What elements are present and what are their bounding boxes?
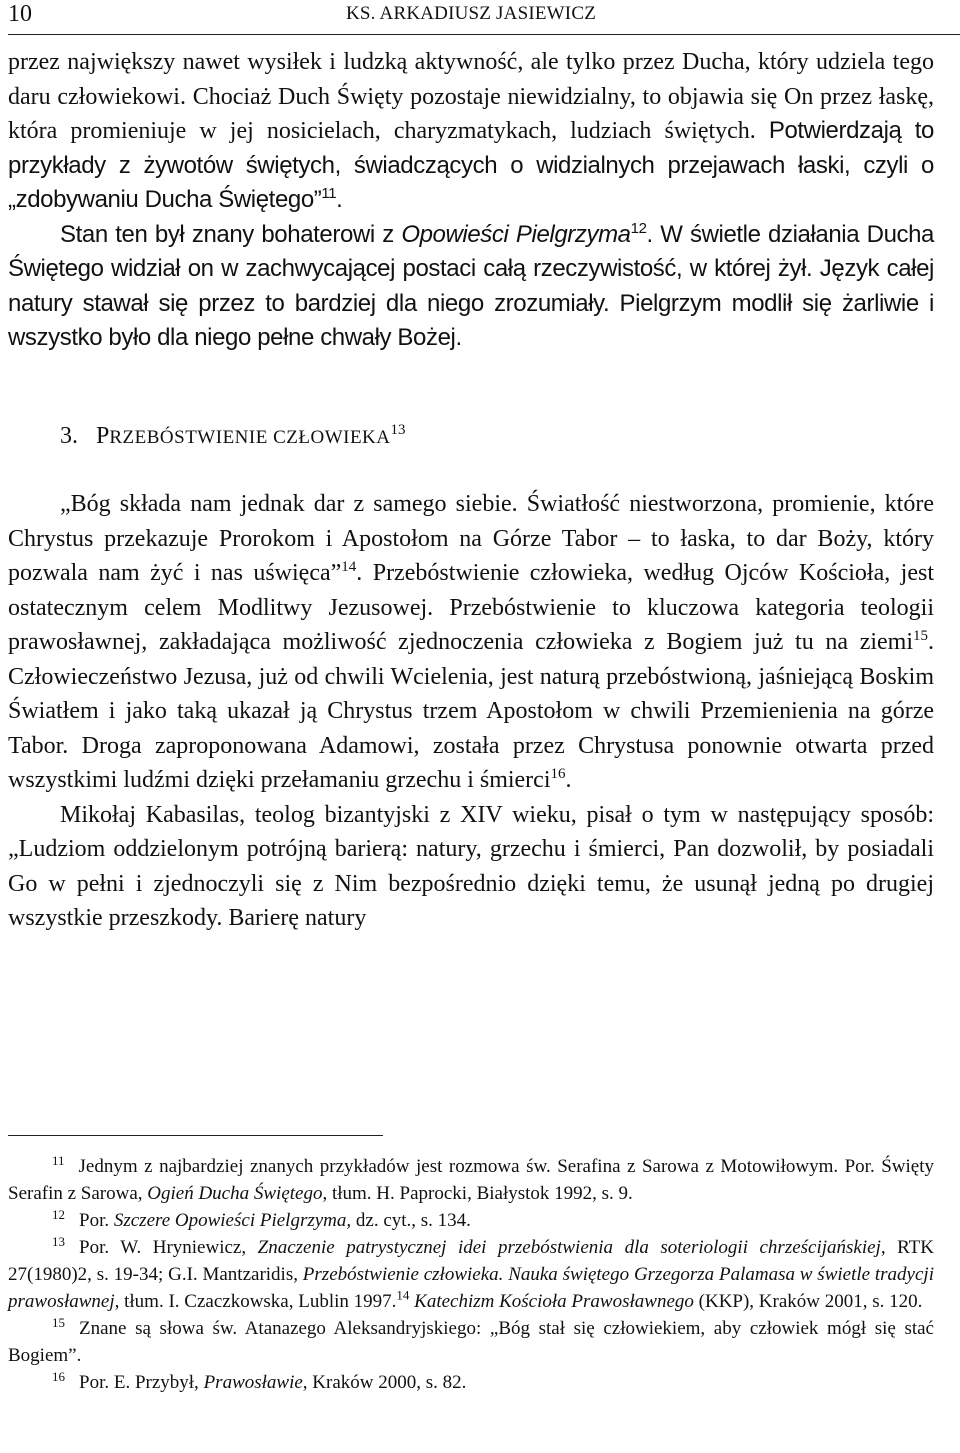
paragraph-1-text-a: przez największy nawet wysiłek i ludzką aktywność, ale tylko przez Ducha, który udziela tego daru człowiekowi. Chociaż Duch Święty pozostaje niewidzialny, to objawia się On przez łaskę, która promieniuje w jej nosicielach, charyzmatykach, ludziach świętych. xyxy=(8,49,934,144)
footnote-13-text-c: , tłum. I. Czaczkowska, Lublin 1997. xyxy=(114,1291,397,1312)
page-header xyxy=(8,0,960,35)
section-title-rest: RZEBÓSTWIENIE CZŁOWIEKA xyxy=(109,427,391,448)
footnote-16-italic: Prawosławie xyxy=(203,1372,303,1393)
footnote-14-italic: Katechizm Kościoła Prawosławnego xyxy=(414,1291,694,1312)
footnote-ref-11: 11 xyxy=(321,185,337,202)
body-bottom xyxy=(8,487,934,936)
paragraph-2-italic: Opowieści Pielgrzyma xyxy=(401,220,631,248)
footnote-13-text-b: , RTK 27(1980)2, s. 19-34; G.I. Mantzaridis, xyxy=(8,1237,935,1285)
section-heading xyxy=(60,421,406,453)
body-top xyxy=(8,45,934,356)
footnote-14-number: 14 xyxy=(396,1287,410,1303)
footnote-16 xyxy=(8,1369,934,1396)
footnote-13-text-a: Por. W. Hryniewicz, xyxy=(79,1237,258,1258)
footnote-ref-16: 16 xyxy=(550,766,566,782)
footnote-11-italic: Ogień Ducha Świętego xyxy=(147,1183,323,1204)
footnote-separator xyxy=(8,1135,383,1136)
footnote-12 xyxy=(8,1207,934,1234)
paragraph-2 xyxy=(8,218,934,356)
paragraph-2-text-a: Stan ten był znany bohaterowi z xyxy=(60,220,402,248)
running-title: KS. ARKADIUSZ JASIEWICZ xyxy=(345,3,597,24)
footnote-11-text-b: , tłum. H. Paprocki, Białystok 1992, s. 9. xyxy=(322,1183,633,1204)
footnote-15-number: 15 xyxy=(52,1314,65,1330)
section-number: 3. xyxy=(60,423,78,449)
paragraph-3-text-d: . xyxy=(565,767,572,793)
footnote-16-text-b: , Kraków 2000, s. 82. xyxy=(302,1372,467,1393)
footnote-ref-13: 13 xyxy=(390,422,406,438)
paragraph-3-text-b: . Przebóstwienie człowieka, według Ojców Kościoła, jest ostatecznym celem Modlitwy Jezusowej. Przebóstwienie to kluczowa kategoria teologii prawosławnej, zakładająca możliwość zjednoczenia człowieka z Bogiem już tu na ziemi xyxy=(8,560,934,655)
paragraph-3-text-a: „Bóg składa nam jednak dar z samego siebie. Światłość niestworzona, promienie, które Chrystus przekazuje Prorokom i Apostołom na Górze Tabor – to łaska, to dar Boży, który pozwala nam żyć i nas uświęca” xyxy=(8,491,934,586)
footnote-13-italic-b: Przebóstwienie człowieka. Nauka świętego Grzegorza Palamasa w świetle tradycji prawosławnej xyxy=(8,1264,934,1312)
paragraph-3-text-c: . Człowieczeństwo Jezusa, już od chwili Wcielenia, jest naturą przebóstwioną, jaśniejącą Boskim Światłem i jako taką ukazał ją Chrystus trzem Apostołom w chwili Przemienienia na górze Tabor. Droga zaproponowana Adamowi, została przez Chrystusa ponownie otwarta przed wszystkimi ludźmi dzięki przełamaniu grzechu i śmierci xyxy=(8,629,934,793)
footnotes xyxy=(8,1153,934,1396)
footnote-12-text-a: Por. xyxy=(79,1210,114,1231)
paragraph-1 xyxy=(8,45,934,218)
footnote-12-italic: Szczere Opowieści Pielgrzyma, xyxy=(113,1210,352,1231)
footnote-15 xyxy=(8,1315,934,1369)
footnote-16-number: 16 xyxy=(52,1368,65,1384)
footnote-ref-15: 15 xyxy=(913,628,928,644)
footnote-11-text-a: Jednym z najbardziej znanych przykładów jest rozmowa św. Serafina z Sarowa z Motowiłowym. Por. Święty Serafin z Sarowa, xyxy=(8,1156,934,1204)
footnote-11 xyxy=(8,1153,934,1207)
paragraph-2-text-b: . W świetle działania Ducha Świętego widział on w zachwycającej postaci całą rzeczywistość, w której żył. Język całej natury stawał się przez to bardziej dla niego zrozumiały. Pielgrzym modlił się żarliwie i wszystko było dla niego pełne chwały Bożej. xyxy=(8,220,935,351)
section-title-cap: P xyxy=(96,423,110,449)
footnote-15-text: Znane są słowa św. Atanazego Aleksandryjskiego: „Bóg stał się człowiekiem, aby człowiek mógł się stać Bogiem”. xyxy=(8,1318,934,1366)
paragraph-1-text-b: Potwierdzają to przykłady z żywotów świętych, świadczących o widzialnych przejawach łaski, czyli o „zdobywaniu Ducha Świętego” xyxy=(8,117,935,213)
footnote-13-italic-a: Znaczenie patrystycznej idei przebóstwienia dla soteriologii chrześcijańskiej xyxy=(257,1237,881,1258)
footnote-16-text-a: Por. E. Przybył, xyxy=(79,1372,204,1393)
footnote-14-text: (KKP), Kraków 2001, s. 120. xyxy=(693,1291,923,1312)
paragraph-4: Mikołaj Kabasilas, teolog bizantyjski z XIV wieku, pisał o tym w następujący sposób: „Ludziom oddzielonym potrójną barierą: natury, grzechu i śmierci, Pan dozwolił, by posiadali Go w pełni i zjednoczyli się z Nim bezpośrednio dzięki temu, że usunął jedną po drugiej wszystkie przeszkody. Barierę natury xyxy=(8,801,934,931)
footnote-ref-14: 14 xyxy=(341,559,357,575)
page-number: 10 xyxy=(8,1,32,27)
paragraph-1-text-c: . xyxy=(336,186,343,213)
footnote-12-number: 12 xyxy=(52,1206,65,1222)
footnote-11-number: 11 xyxy=(52,1152,65,1168)
footnote-ref-12: 12 xyxy=(630,219,647,237)
paragraph-3 xyxy=(8,487,934,798)
footnote-13 xyxy=(8,1234,934,1315)
footnote-13-number: 13 xyxy=(52,1233,65,1249)
footnote-12-text-b: dz. cyt., s. 134. xyxy=(351,1210,471,1231)
